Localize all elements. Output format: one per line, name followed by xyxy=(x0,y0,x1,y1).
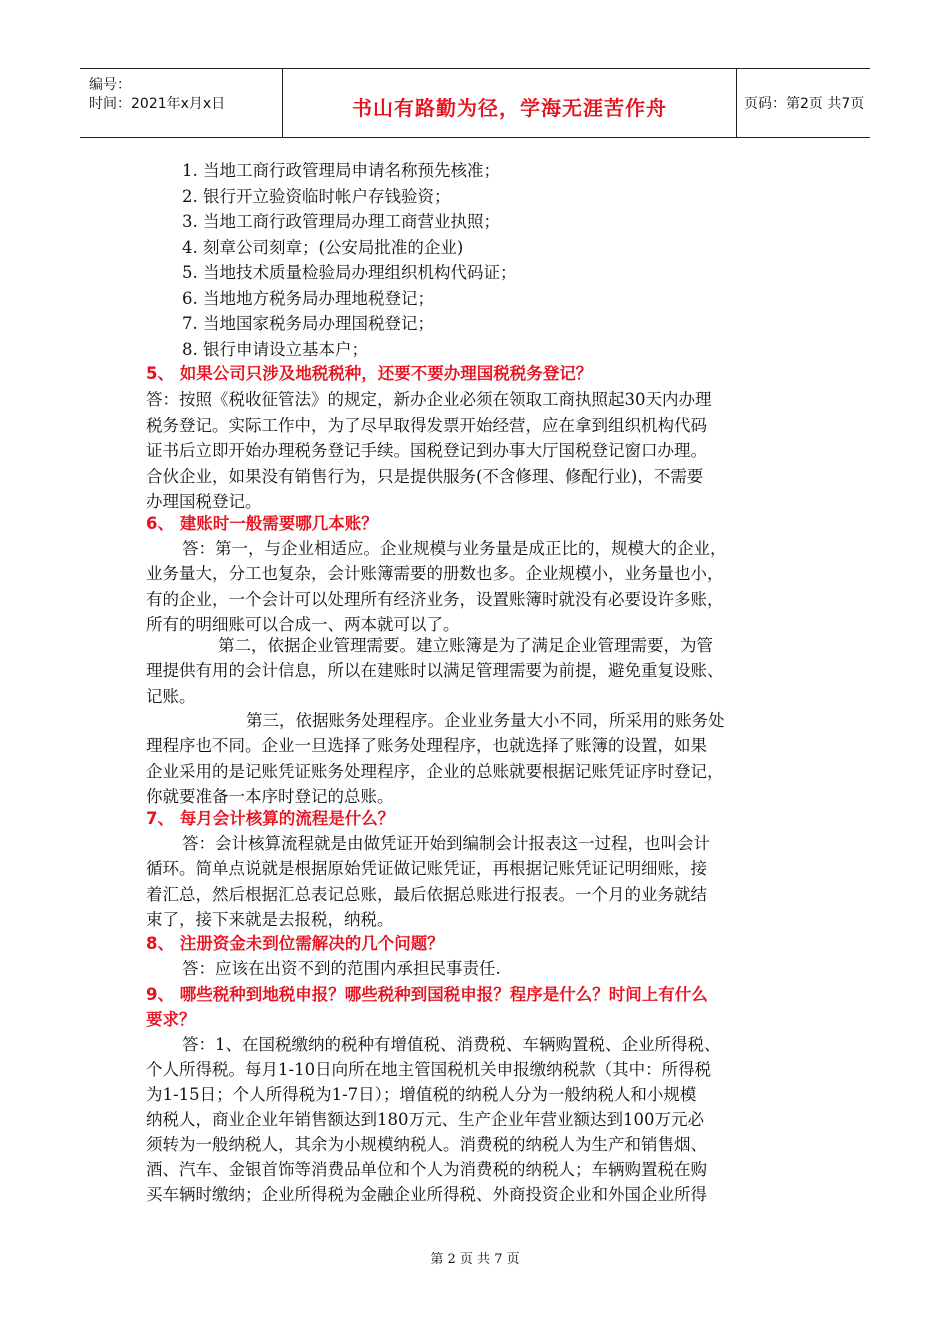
answer-5-line: 答：按照《税收征管法》的规定，新办企业必须在领取工商执照起30天内办理 xyxy=(146,390,712,409)
answer-6-line: 所有的明细账可以合成一、两本就可以了。 xyxy=(146,615,460,634)
list-item: 2. 银行开立验资临时帐户存钱验资； xyxy=(182,187,451,206)
answer-9-line: 个人所得税。每月1-10日向所在地主管国税机关申报缴纳税款（其中：所得税 xyxy=(146,1060,712,1079)
header-info-cell xyxy=(80,69,282,137)
answer-5-line: 办理国税登记。 xyxy=(146,492,262,511)
answer-7-line: 着汇总，然后根据汇总表记总账，最后依据总账进行报表。一个月的业务就结 xyxy=(146,885,707,904)
answer-6-line: 第三，依据账务处理程序。企业业务量大小不同，所采用的账务处 xyxy=(246,711,725,730)
answer-5-line: 证书后立即开始办理税务登记手续。国税登记到办事大厅国税登记窗口办理。 xyxy=(146,441,707,460)
answer-9-line: 须转为一般纳税人，其余为小规模纳税人。消费税的纳税人为生产和销售烟、 xyxy=(146,1135,707,1154)
answer-9-line: 为1-15日；个人所得税为1-7日）；增值税的纳税人分为一般纳税人和小规模 xyxy=(146,1085,697,1104)
list-item: 8. 银行申请设立基本户； xyxy=(182,340,368,359)
answer-5-line: 税务登记。实际工作中，为了尽早取得发票开始经营，应在拿到组织机构代码 xyxy=(146,416,707,435)
page-header xyxy=(80,68,870,138)
answer-6-line: 记账。 xyxy=(146,687,196,706)
list-item: 7. 当地国家税务局办理国税登记； xyxy=(182,314,434,333)
answer-6-line: 第二，依据企业管理需要。建立账簿是为了满足企业管理需要，为管 xyxy=(218,636,713,655)
answer-9-line: 买车辆时缴纳；企业所得税为金融企业所得税、外商投资企业和外国企业所得 xyxy=(146,1185,707,1204)
list-item: 4. 刻章公司刻章；(公安局批准的企业) xyxy=(182,238,464,257)
list-item: 3. 当地工商行政管理局办理工商营业执照； xyxy=(182,212,500,231)
answer-9-line: 答：1、在国税缴纳的税种有增值税、消费税、车辆购置税、企业所得税、 xyxy=(182,1035,721,1054)
answer-6-line: 你就要准备一本序时登记的总账。 xyxy=(146,787,394,806)
page-footer: 第 2 页 共 7 页 xyxy=(430,1252,520,1267)
question-9-heading: 要求？ xyxy=(146,1010,196,1029)
question-9-heading: 9、 哪些税种到地税申报？哪些税种到国税申报？程序是什么？时间上有什么 xyxy=(146,985,708,1004)
list-item: 1. 当地工商行政管理局申请名称预先核准； xyxy=(182,161,500,180)
answer-9-line: 纳税人，商业企业年销售额达到180万元、生产企业年营业额达到100万元必 xyxy=(146,1110,704,1129)
header-page-number: 页码：第2页 共7页 xyxy=(744,96,865,112)
answer-6-line: 有的企业，一个会计可以处理所有经济业务，设置账簿时就没有必要设许多账， xyxy=(146,590,724,609)
list-item: 6. 当地地方税务局办理地税登记； xyxy=(182,289,434,308)
answer-5-line: 合伙企业，如果没有销售行为，只是提供服务(不含修理、修配行业)，不需要 xyxy=(146,467,704,486)
question-5-heading: 5、 如果公司只涉及地税税种，还要不要办理国税税务登记？ xyxy=(146,364,593,383)
answer-6-line: 理程序也不同。企业一旦选择了账务处理程序，也就选择了账簿的设置，如果 xyxy=(146,736,707,755)
question-6-heading: 6、 建账时一般需要哪几本账？ xyxy=(146,514,378,533)
answer-6-line: 企业采用的是记账凭证账务处理程序，企业的总账就要根据记账凭证序时登记， xyxy=(146,762,724,781)
list-item: 5. 当地技术质量检验局办理组织机构代码证； xyxy=(182,263,517,282)
header-motto-cell xyxy=(282,69,737,137)
answer-7-line: 循环。简单点说就是根据原始凭证做记账凭证，再根据记账凭证记明细账，接 xyxy=(146,859,707,878)
answer-9-line: 酒、汽车、金银首饰等消费品单位和个人为消费税的纳税人；车辆购置税在购 xyxy=(146,1160,707,1179)
document-date-label: 时间：2021年x月x日 xyxy=(89,96,226,112)
question-8-heading: 8、 注册资金未到位需解决的几个问题？ xyxy=(146,934,444,953)
question-7-heading: 7、 每月会计核算的流程是什么？ xyxy=(146,809,395,828)
header-motto: 书山有路勤为径，学海无涯苦作舟 xyxy=(352,96,667,120)
answer-6-line: 理提供有用的会计信息，所以在建账时以满足管理需要为前提，避免重复设账、 xyxy=(146,661,724,680)
answer-8-line: 答：应该在出资不到的范围内承担民事责任. xyxy=(182,959,501,978)
answer-7-line: 束了，接下来就是去报税，纳税。 xyxy=(146,910,394,929)
document-number-label: 编号： xyxy=(89,77,131,93)
header-page-cell xyxy=(736,69,870,137)
answer-6-line: 业务量大，分工也复杂，会计账簿需要的册数也多。企业规模小，业务量也小， xyxy=(146,564,724,583)
answer-6-line: 答：第一，与企业相适应。企业规模与业务量是成正比的，规模大的企业， xyxy=(182,539,727,558)
answer-7-line: 答：会计核算流程就是由做凭证开始到编制会计报表这一过程，也叫会计 xyxy=(182,834,710,853)
